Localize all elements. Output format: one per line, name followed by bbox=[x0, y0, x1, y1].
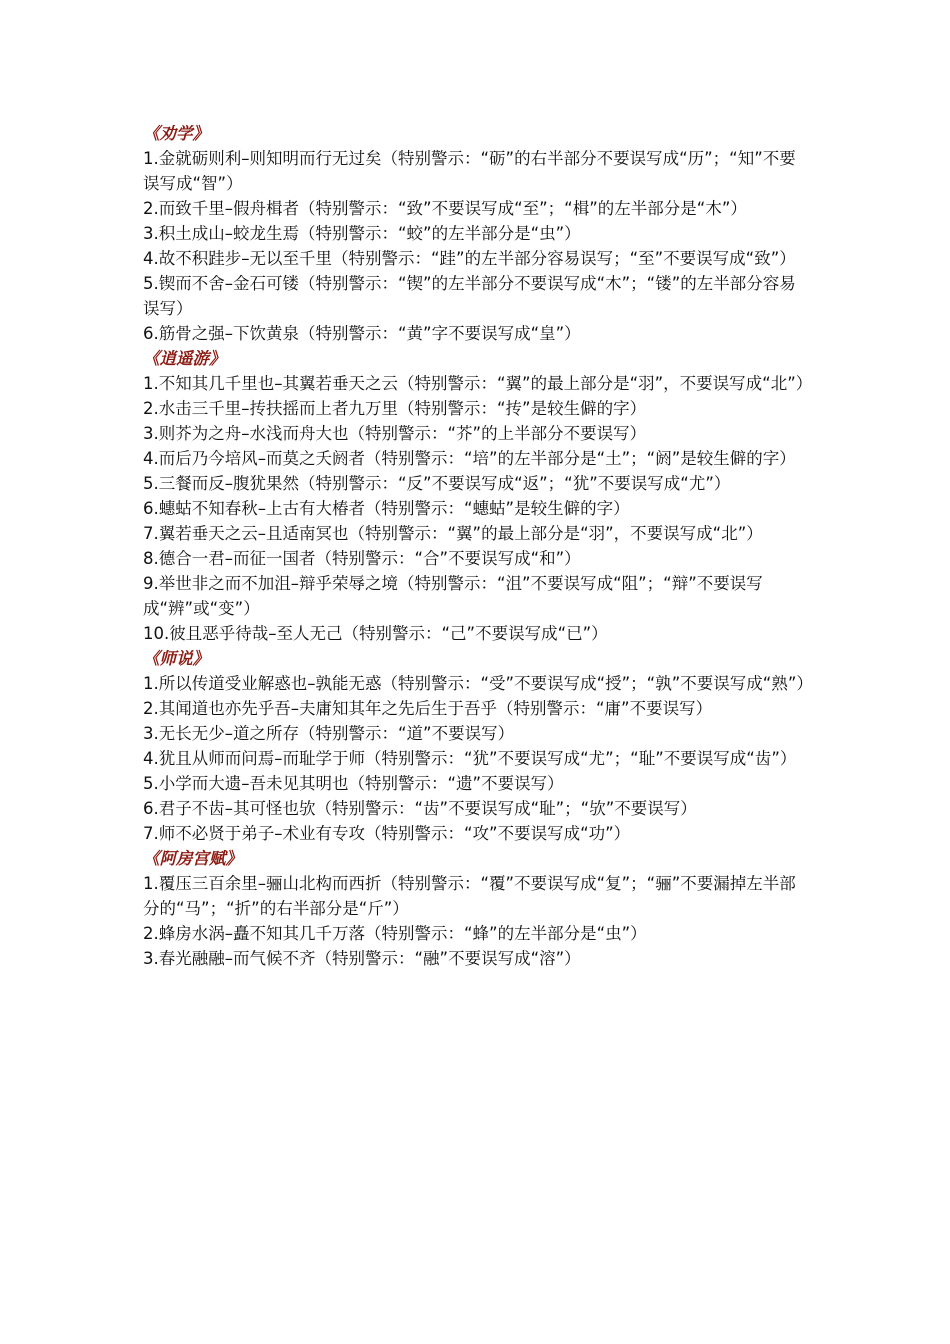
list-item: 5.锲而不舍–金石可镂（特别警示：“锲”的左半部分不要误写成“木”；“镂”的左半部分容易误写） bbox=[143, 274, 796, 318]
list-item: 2.而致千里–假舟楫者（特别警示：“致”不要误写成“至”；“楫”的左半部分是“木”） bbox=[143, 199, 747, 218]
list-item: 3.积土成山–蛟龙生焉（特别警示：“蛟”的左半部分是“虫”） bbox=[143, 224, 581, 243]
list-item: 2.其闻道也亦先乎吾–夫庸知其年之先后生于吾乎（特别警示：“庸”不要误写） bbox=[143, 699, 713, 718]
list-item: 6.蟪蛄不知春秋–上古有大椿者（特别警示：“蟪蛄”是较生僻的字） bbox=[143, 499, 630, 518]
list-item: 1.覆压三百余里–骊山北构而西折（特别警示：“覆”不要误写成“复”；“骊”不要漏掉左半部分的“马”；“折”的右半部分是“斤”） bbox=[143, 874, 796, 918]
list-item: 4.犹且从师而问焉–而耻学于师（特别警示：“犹”不要误写成“尤”；“耻”不要误写成“齿”） bbox=[143, 749, 797, 768]
list-item: 2.水击三千里–抟扶摇而上者九万里（特别警示：“抟”是较生僻的字） bbox=[143, 399, 647, 418]
list-item: 3.春光融融–而气候不齐（特别警示：“融”不要误写成“溶”） bbox=[143, 949, 581, 968]
section-title-quanxue: 《劝学》 bbox=[143, 124, 209, 143]
section-title-afanggongfu: 《阿房宫赋》 bbox=[143, 849, 242, 868]
list-item: 9.举世非之而不加沮–辩乎荣辱之境（特别警示：“沮”不要误写成“阻”；“辩”不要误写成“辨”或“变”） bbox=[143, 574, 763, 618]
list-item: 8.德合一君–而征一国者（特别警示：“合”不要误写成“和”） bbox=[143, 549, 581, 568]
document-body bbox=[143, 121, 811, 971]
section-title-shishuo: 《师说》 bbox=[143, 649, 209, 668]
list-item: 4.而后乃今培风–而莫之夭阏者（特别警示：“培”的左半部分是“土”；“阏”是较生僻的字） bbox=[143, 449, 796, 468]
list-item: 1.金就砺则利–则知明而行无过矣（特别警示：“砺”的右半部分不要误写成“历”；“知”不要误写成“智”） bbox=[143, 149, 796, 193]
list-item: 5.小学而大遗–吾未见其明也（特别警示：“遗”不要误写） bbox=[143, 774, 564, 793]
list-item: 6.君子不齿–其可怪也欤（特别警示：“齿”不要误写成“耻”；“欤”不要误写） bbox=[143, 799, 697, 818]
list-item: 4.故不积跬步–无以至千里（特别警示：“跬”的左半部分容易误写；“至”不要误写成“致”） bbox=[143, 249, 796, 268]
list-item: 2.蜂房水涡–矗不知其几千万落（特别警示：“蜂”的左半部分是“虫”） bbox=[143, 924, 647, 943]
list-item: 5.三餐而反–腹犹果然（特别警示：“反”不要误写成“返”；“犹”不要误写成“尤”） bbox=[143, 474, 731, 493]
list-item: 3.则芥为之舟–水浅而舟大也（特别警示：“芥”的上半部分不要误写） bbox=[143, 424, 647, 443]
section-title-xiaoyaoyou: 《逍遥游》 bbox=[143, 349, 226, 368]
list-item: 1.所以传道受业解惑也–孰能无惑（特别警示：“受”不要误写成“授”；“孰”不要误写成“熟”） bbox=[143, 674, 813, 693]
list-item: 7.翼若垂天之云–且适南冥也（特别警示：“翼”的最上部分是“羽”，不要误写成“北”） bbox=[143, 524, 763, 543]
list-item: 1.不知其几千里也–其翼若垂天之云（特别警示：“翼”的最上部分是“羽”，不要误写成“北”） bbox=[143, 374, 813, 393]
list-item: 7.师不必贤于弟子–术业有专攻（特别警示：“攻”不要误写成“功”） bbox=[143, 824, 631, 843]
list-item: 6.筋骨之强–下饮黄泉（特别警示：“黄”字不要误写成“皇”） bbox=[143, 324, 581, 343]
list-item: 10.彼且恶乎待哉–至人无己（特别警示：“己”不要误写成“已”） bbox=[143, 624, 608, 643]
list-item: 3.无长无少–道之所存（特别警示：“道”不要误写） bbox=[143, 724, 515, 743]
